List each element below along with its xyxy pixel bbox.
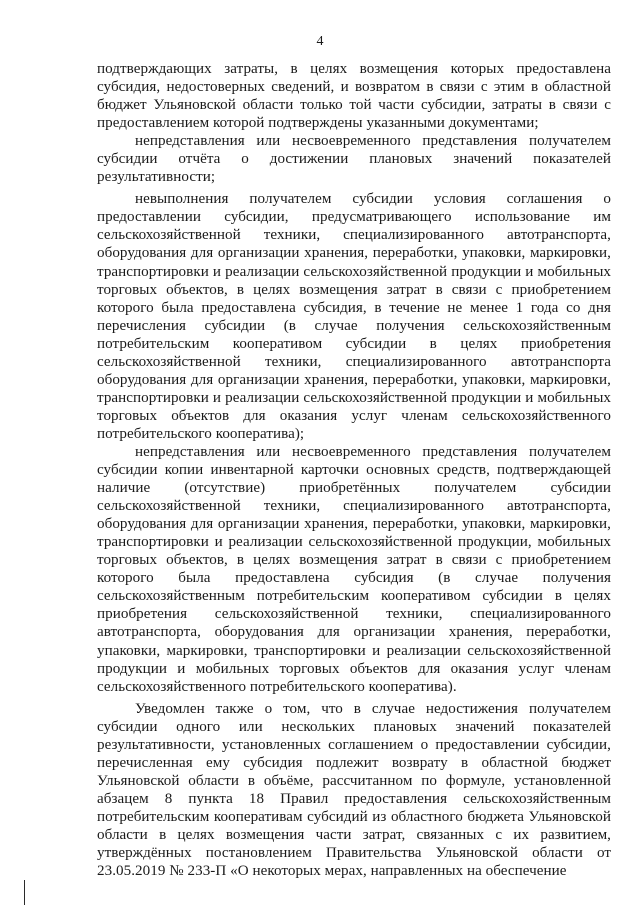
paragraph-5: Уведомлен также о том, что в случае недостижения получателем субсидии одного или нескольких плановых значений показателей результативности, установленных соглашением о предоставлении субсидии, перечисленная ему субсидия подлежит возврату в областной бюджет Ульяновской области в объёме, рассчитанном по формуле, установленной абзацем 8 пункта 18 Правил предоставления сельскохозяйственным потребительским кооперативам субсидий из областного бюджета Ульяновской области в целях возмещения части затрат, связанных с их развитием, утверждённых постановлением Правительства Ульяновской области от 23.05.2019 № 233-П «О некоторых мерах, направленных на обеспечение: [97, 700, 611, 880]
paragraph-3: невыполнения получателем субсидии условия соглашения о предоставлении субсидии, предусматривающего использование им сельскохозяйственной техники, специализированного автотранспорта, оборудования для организации хранения, переработки, упаковки, маркировки, транспортировки и реализации сельскохозяйственной продукции и мобильных торговых объектов, в целях возмещения затрат в связи с приобретением которого была предоставлена субсидия, в течение не менее 1 года со дня перечисления субсидии (в случае получения сельскохозяйственным потребительским кооперативом субсидии в целях приобретения сельскохозяйственной техники, специализированного автотранспорта оборудования для организации хранения, переработки, упаковки, маркировки, транспортировки и реализации сельскохозяйственной продукции и мобильных торговых объектов для оказания услуг членам сельскохозяйственного потребительского кооператива);: [97, 191, 611, 442]
page-number: 4: [316, 34, 324, 49]
document-body: [97, 60, 611, 880]
scan-edge-line: [24, 880, 25, 905]
paragraph-2: непредставления или несвоевременного представления получателем субсидии отчёта о достижении плановых значений показателей результативности;: [97, 133, 611, 186]
paragraph-1: подтверждающих затраты, в целях возмещения которых предоставлена субсидия, недостоверных сведений, и возвратом в связи с этим в областной бюджет Ульяновской области только той части субсидии, затраты в связи с предоставлением которой подтверждены указанными документами;: [97, 61, 611, 132]
paragraph-4: непредставления или несвоевременного представления получателем субсидии копии инвентарной карточки основных средств, подтверждающей наличие (отсутствие) приобретённых получателем субсидии сельскохозяйственной техники, специализированного автотранспорта, оборудования для организации хранения, переработки, упаковки, маркировки, транспортировки и реализации сельскохозяйственной продукции, мобильных торговых объектов, в целях возмещения затрат в связи с приобретением которого была предоставлена субсидия (в случае получения сельскохозяйственным потребительским кооперативом субсидии в целях приобретения сельскохозяйственной техники, специализированного автотранспорта, оборудования для организации хранения, переработки, упаковки, маркировки, транспортировки и реализации сельскохозяйственной продукции и мобильных торговых объектов для оказания услуг членам сельскохозяйственного потребительского кооператива).: [97, 443, 611, 695]
